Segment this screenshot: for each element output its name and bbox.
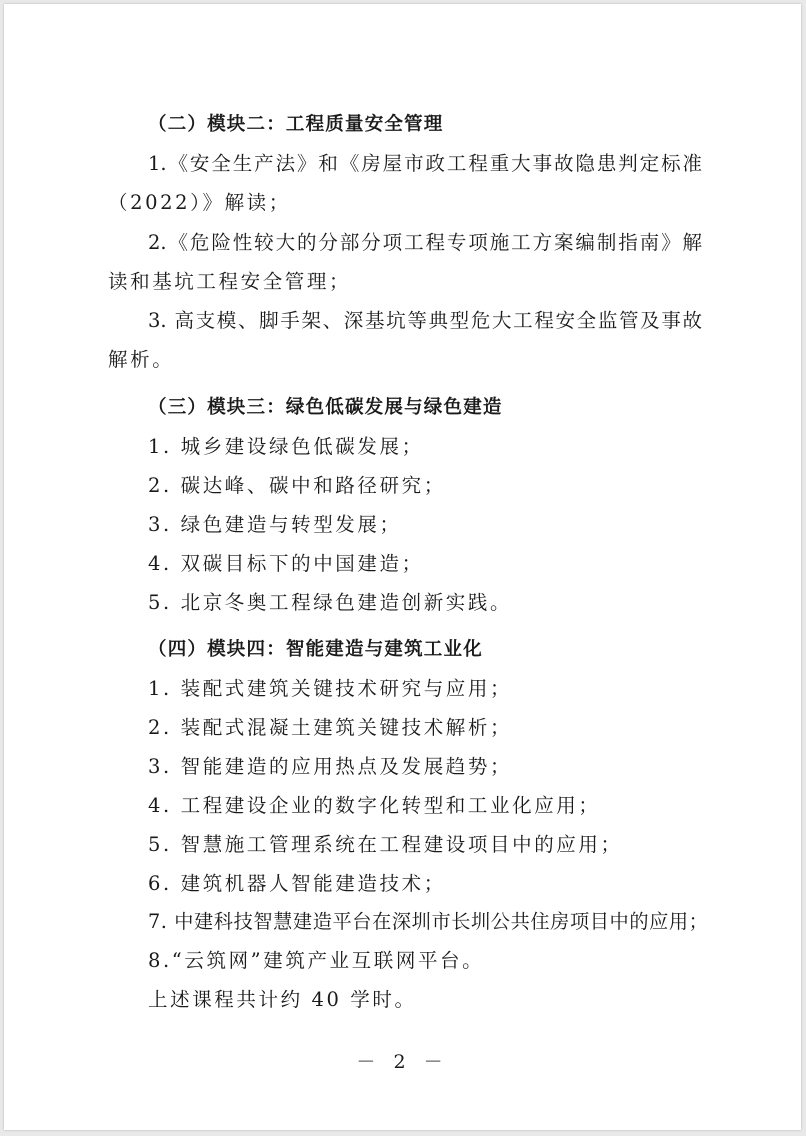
module4-item: 7. 中建科技智慧建造平台在深圳市长圳公共住房项目中的应用； bbox=[148, 910, 709, 933]
module2-heading: （二）模块二：工程质量安全管理 bbox=[148, 114, 444, 135]
module2-item1-line2: （2022）》解读； bbox=[108, 191, 291, 214]
module3-item: 2. 碳达峰、碳中和路径研究； bbox=[148, 474, 446, 497]
module4-item: 8.“云筑网”建筑产业互联网平台。 bbox=[148, 949, 485, 972]
module3-item: 3. 绿色建造与转型发展； bbox=[148, 513, 402, 536]
module3-item: 1. 城乡建设绿色低碳发展； bbox=[148, 435, 424, 458]
module4-item: 5. 智慧施工管理系统在工程建设项目中的应用； bbox=[148, 833, 623, 856]
module3-item: 4. 双碳目标下的中国建造； bbox=[148, 552, 424, 575]
module4-item: 1. 装配式建筑关键技术研究与应用； bbox=[148, 677, 513, 700]
page-number: － 2 － bbox=[356, 1051, 449, 1073]
module2-item3-line2: 解析。 bbox=[108, 348, 175, 371]
module4-item: 4. 工程建设企业的数字化转型和工业化应用； bbox=[148, 794, 601, 817]
module4-heading: （四）模块四：智能建造与建筑工业化 bbox=[148, 639, 483, 660]
module4-item: 3. 智能建造的应用热点及发展趋势； bbox=[148, 755, 513, 778]
module4-item: 6. 建筑机器人智能建造技术； bbox=[148, 872, 446, 895]
module2-item2-line1: 2.《危险性较大的分部分项工程专项施工方案编制指南》解 bbox=[148, 231, 702, 254]
module3-item: 5. 北京冬奥工程绿色建造创新实践。 bbox=[148, 591, 513, 614]
module2-item3-line1: 3. 高支模、脚手架、深基坑等典型危大工程安全监管及事故 bbox=[148, 309, 702, 332]
module3-heading: （三）模块三：绿色低碳发展与绿色建造 bbox=[148, 397, 503, 418]
module2-item1-line1: 1.《安全生产法》和《房屋市政工程重大事故隐患判定标准 bbox=[148, 152, 702, 175]
module2-item2-line2: 读和基坑工程安全管理； bbox=[108, 270, 352, 293]
document-page bbox=[4, 4, 801, 1130]
summary-text: 上述课程共计约 40 学时。 bbox=[148, 988, 417, 1011]
module4-item: 2. 装配式混凝土建筑关键技术解析； bbox=[148, 716, 513, 739]
